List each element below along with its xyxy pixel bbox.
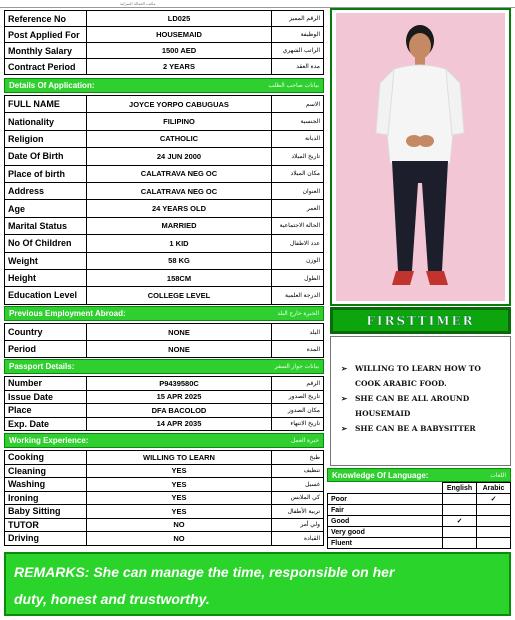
employment-label-ar: البلد <box>272 324 324 341</box>
application-label: Height <box>5 269 87 286</box>
employment-title: Previous Employment Abroad: <box>9 309 126 318</box>
passport-row <box>5 390 324 404</box>
application-row <box>5 96 324 113</box>
application-row <box>5 165 324 182</box>
remarks-line-2: duty, honest and trustworthy. <box>14 591 210 607</box>
arabic-check <box>477 516 511 527</box>
top-info-label-ar: مدة العقد <box>272 59 324 75</box>
application-label-ar: مكان الميلاد <box>272 165 324 182</box>
language-row <box>328 527 511 538</box>
experience-label: TUTOR <box>5 518 87 532</box>
application-row <box>5 130 324 147</box>
application-label-ar: العنوان <box>272 182 324 199</box>
experience-label-ar: تنظيف <box>272 464 324 478</box>
experience-label: Driving <box>5 532 87 546</box>
experience-row <box>5 451 324 465</box>
top-info-value: 1500 AED <box>87 43 272 59</box>
firsttimer-badge <box>330 307 511 334</box>
employment-label-ar: المدة <box>272 341 324 358</box>
passport-title: Passport Details: <box>9 362 75 371</box>
note-line-4: HOUSEMAID <box>355 409 411 418</box>
photo-frame <box>330 8 511 306</box>
top-info-row <box>5 59 324 75</box>
experience-header <box>4 433 324 448</box>
arabic-check <box>477 527 511 538</box>
experience-value: YES <box>87 491 272 505</box>
application-label-ar: الديانة <box>272 130 324 147</box>
application-label-ar: الطول <box>272 269 324 286</box>
passport-row <box>5 377 324 391</box>
employment-value: NONE <box>87 324 272 341</box>
application-value: JOYCE YORPO CABUGUAS <box>87 96 272 113</box>
language-row <box>328 505 511 516</box>
application-value: 1 KID <box>87 235 272 252</box>
passport-label: Place <box>5 404 87 418</box>
application-label: Education Level <box>5 287 87 304</box>
passport-label-ar: تاريخ الصدور <box>272 390 324 404</box>
top-info-value: HOUSEMAID <box>87 27 272 43</box>
application-value: 24 YEARS OLD <box>87 200 272 217</box>
application-value: COLLEGE LEVEL <box>87 287 272 304</box>
passport-value: 15 APR 2025 <box>87 390 272 404</box>
employment-header <box>4 306 324 321</box>
language-row <box>328 516 511 527</box>
application-value: 24 JUN 2000 <box>87 148 272 165</box>
arrow-icon: ➢ <box>341 364 348 373</box>
experience-label-ar: القيادة <box>272 532 324 546</box>
top-info-row <box>5 11 324 27</box>
passport-label-ar: مكان الصدور <box>272 404 324 418</box>
application-label-ar: الاسم <box>272 96 324 113</box>
language-level: Fluent <box>328 538 443 549</box>
language-level: Poor <box>328 494 443 505</box>
application-table <box>4 95 324 305</box>
application-row <box>5 269 324 286</box>
arabic-check <box>477 505 511 516</box>
arrow-icon: ➢ <box>341 424 348 433</box>
note-line-1: ➢ WILLING TO LEARN HOW TO <box>341 361 506 376</box>
application-title: Details Of Application: <box>9 81 95 90</box>
application-row <box>5 113 324 130</box>
application-value: CALATRAVA NEG OC <box>87 182 272 199</box>
experience-title-ar: خبرة العمل <box>290 438 319 444</box>
top-info-label: Reference No <box>5 11 87 27</box>
application-label: Address <box>5 182 87 199</box>
applicant-photo <box>336 13 505 301</box>
application-row <box>5 252 324 269</box>
passport-title-ar: بيانات جواز السفر <box>274 364 319 370</box>
experience-row <box>5 532 324 546</box>
passport-value: P9439580C <box>87 377 272 391</box>
passport-row <box>5 417 324 431</box>
application-label: Date Of Birth <box>5 148 87 165</box>
application-label: Marital Status <box>5 217 87 234</box>
language-row <box>328 494 511 505</box>
application-label-ar: الحالة الاجتماعية <box>272 217 324 234</box>
experience-table <box>4 450 324 546</box>
experience-value: WILLING TO LEARN <box>87 451 272 465</box>
employment-row <box>5 324 324 341</box>
application-row <box>5 287 324 304</box>
application-value: 158CM <box>87 269 272 286</box>
language-level: Very good <box>328 527 443 538</box>
top-info-label: Monthly Salary <box>5 43 87 59</box>
language-level: Fair <box>328 505 443 516</box>
experience-label: Washing <box>5 478 87 492</box>
firsttimer-text: FIRSTTIMER <box>366 313 475 328</box>
experience-label-ar: طبخ <box>272 451 324 465</box>
top-info-value: LD025 <box>87 11 272 27</box>
application-value: 58 KG <box>87 252 272 269</box>
language-level: Good <box>328 516 443 527</box>
experience-label-ar: ولي أمر <box>272 518 324 532</box>
experience-title: Working Experience: <box>9 436 89 445</box>
arabic-check <box>477 538 511 549</box>
application-value: FILIPINO <box>87 113 272 130</box>
application-value: CALATRAVA NEG OC <box>87 165 272 182</box>
language-title-ar: اللغات <box>490 472 506 479</box>
experience-label: Cooking <box>5 451 87 465</box>
passport-value: DFA BACOLOD <box>87 404 272 418</box>
note-line-3: ➢ SHE CAN BE ALL AROUND <box>341 391 506 406</box>
experience-value: NO <box>87 532 272 546</box>
top-info-row <box>5 27 324 43</box>
passport-header <box>4 359 324 374</box>
application-title-ar: بيانات صاحب الطلب <box>268 83 319 89</box>
passport-label: Issue Date <box>5 390 87 404</box>
note-line-5: ➢ SHE CAN BE A BABYSITTER <box>341 421 506 436</box>
language-title: Knowledge Of Language: <box>332 470 429 480</box>
experience-value: YES <box>87 505 272 519</box>
application-value: MARRIED <box>87 217 272 234</box>
note-line-2: COOK ARABIC FOOD. <box>355 379 447 388</box>
employment-label: Period <box>5 341 87 358</box>
top-info-label-ar: الوظيفة <box>272 27 324 43</box>
notes-box <box>330 336 511 466</box>
top-info-label: Contract Period <box>5 59 87 75</box>
application-label: Religion <box>5 130 87 147</box>
application-label: Weight <box>5 252 87 269</box>
header-strip <box>0 0 515 8</box>
application-row <box>5 148 324 165</box>
top-info-label-ar: الرقم المميز <box>272 11 324 27</box>
experience-label-ar: كي الملابس <box>272 491 324 505</box>
top-info-label: Post Applied For <box>5 27 87 43</box>
lang-col-english: English <box>443 483 477 494</box>
application-row <box>5 182 324 199</box>
experience-label: Ironing <box>5 491 87 505</box>
application-label: No Of Children <box>5 235 87 252</box>
experience-label-ar: غسيل <box>272 478 324 492</box>
remarks-line-1: REMARKS: She can manage the time, responsible on her <box>14 564 395 580</box>
top-info-value: 2 YEARS <box>87 59 272 75</box>
english-check: ✓ <box>443 516 477 527</box>
experience-label-ar: تربية الأطفال <box>272 505 324 519</box>
employment-row <box>5 341 324 358</box>
language-header <box>327 468 511 482</box>
passport-value: 14 APR 2035 <box>87 417 272 431</box>
application-label: FULL NAME <box>5 96 87 113</box>
application-label-ar: الجنسية <box>272 113 324 130</box>
english-check <box>443 494 477 505</box>
top-info-table <box>4 10 324 75</box>
passport-label: Number <box>5 377 87 391</box>
passport-label-ar: الرقم <box>272 377 324 391</box>
arabic-check: ✓ <box>477 494 511 505</box>
application-row <box>5 217 324 234</box>
english-check <box>443 527 477 538</box>
passport-table <box>4 376 324 431</box>
application-label-ar: تاريخ الميلاد <box>272 148 324 165</box>
language-table <box>327 482 511 549</box>
experience-value: YES <box>87 478 272 492</box>
person-silhouette-icon <box>336 13 505 301</box>
application-row <box>5 235 324 252</box>
passport-label: Exp. Date <box>5 417 87 431</box>
arrow-icon: ➢ <box>341 394 348 403</box>
english-check <box>443 505 477 516</box>
application-header <box>4 78 324 93</box>
experience-row <box>5 505 324 519</box>
experience-value: NO <box>87 518 272 532</box>
experience-label: Baby Sitting <box>5 505 87 519</box>
experience-row <box>5 518 324 532</box>
employment-label: Country <box>5 324 87 341</box>
passport-label-ar: تاريخ الانتهاء <box>272 417 324 431</box>
application-label: Place of birth <box>5 165 87 182</box>
passport-row <box>5 404 324 418</box>
application-label-ar: الدرجة العلمية <box>272 287 324 304</box>
header-strip-text: مكتب العمالة المنزلية <box>120 1 156 6</box>
top-info-label-ar: الراتب الشهري <box>272 43 324 59</box>
application-label-ar: الوزن <box>272 252 324 269</box>
experience-row <box>5 491 324 505</box>
application-label-ar: عدد الاطفال <box>272 235 324 252</box>
experience-row <box>5 464 324 478</box>
remarks-box <box>4 552 511 616</box>
experience-row <box>5 478 324 492</box>
application-value: CATHOLIC <box>87 130 272 147</box>
employment-table <box>4 323 324 358</box>
experience-label: Cleaning <box>5 464 87 478</box>
application-label-ar: العمر <box>272 200 324 217</box>
application-row <box>5 200 324 217</box>
employment-value: NONE <box>87 341 272 358</box>
application-label: Age <box>5 200 87 217</box>
experience-value: YES <box>87 464 272 478</box>
application-label: Nationality <box>5 113 87 130</box>
employment-title-ar: الخبرة خارج البلد <box>277 311 319 317</box>
english-check <box>443 538 477 549</box>
top-info-row <box>5 43 324 59</box>
language-row <box>328 538 511 549</box>
lang-col-arabic: Arabic <box>477 483 511 494</box>
